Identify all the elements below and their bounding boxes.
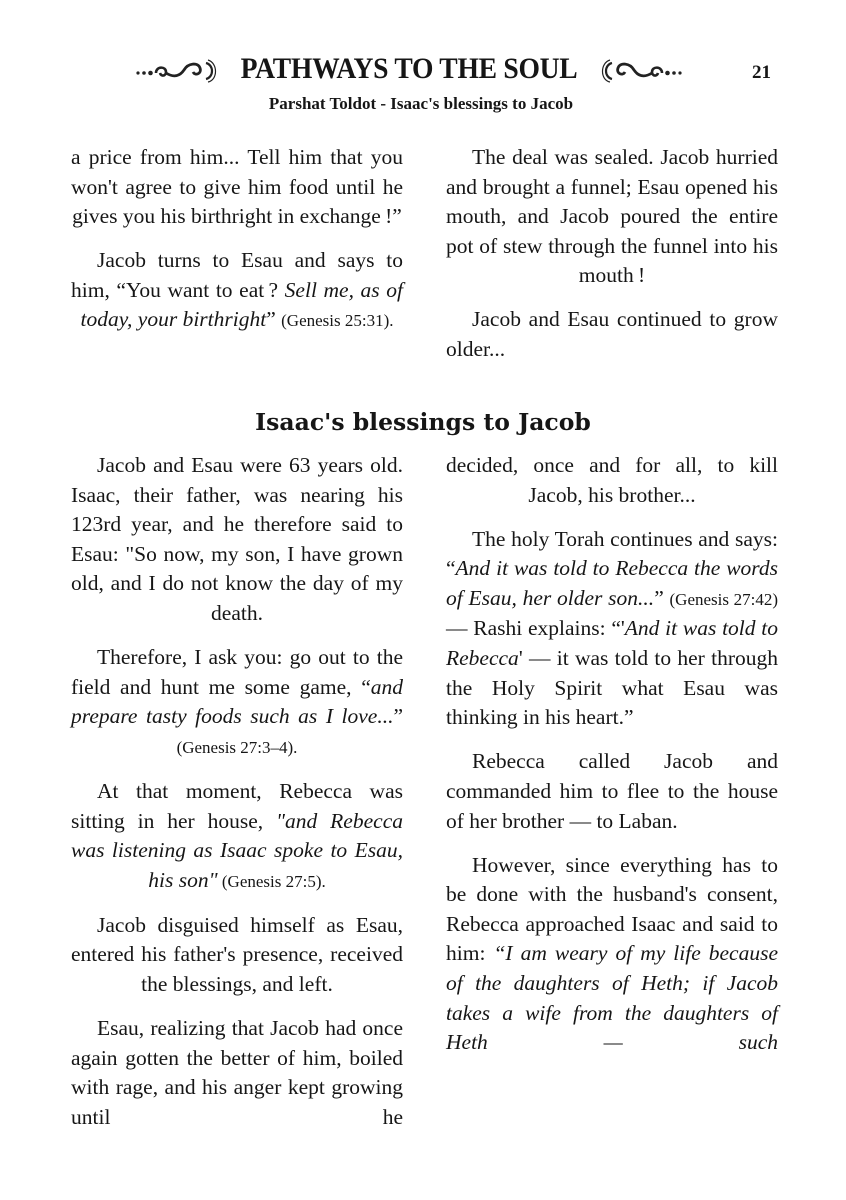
paragraph: Rebecca called Jacob and commanded him to flee to the house of her brother — to Laban. [446,749,778,833]
scroll-ornament-right-icon [596,54,684,84]
text-span: ” [654,585,670,610]
bottom-right-column [446,451,778,1072]
running-header [0,50,846,90]
top-right-column [446,143,778,379]
text-span: — Rashi explains: “' [446,616,625,641]
paragraph: Jacob disguised himself as Esau, entered his father's presence, received the blessings, and left. [71,912,403,996]
quote-italic: “I am weary of my life because of the daughters of Heth; if Jacob takes a wife from the daughters of Heth — such [446,941,779,1055]
text-span: However, since everything has to be done with the husband's consent, Rebecca approached Isaac and said to him: [446,852,778,966]
page-number: 21 [752,62,771,83]
book-title: PATHWAYS TO THE SOUL [240,52,578,85]
title-row [134,52,684,86]
citation: (Genesis 27:42) [669,589,779,609]
paragraph: a price from him... Tell him that you won't agree to give him food until he gives you his birthright in exchange !” [71,145,403,229]
citation: (Genesis 25:31). [281,311,394,331]
text-span: Therefore, I ask you: go out to the field and hunt me some game, “ [71,645,403,699]
chapter-subtitle [0,94,846,114]
quote-italic: Sell me, as of today, your birthright [80,277,403,332]
text-span: The holy Torah continues and says: “ [446,526,778,581]
text-span: ” [393,704,403,729]
text-span: ” [266,307,282,332]
quote-italic: and prepare tasty foods such as I love... [71,674,403,729]
bottom-left-column [71,451,403,1147]
paragraph [71,643,403,762]
scroll-ornament-left-icon [134,54,222,84]
paragraph: Esau, realizing that Jacob had once again gotten the better of him, boiled with rage, and his anger kept growing until he [71,1016,403,1129]
paragraph [71,777,403,896]
paragraph [446,525,778,733]
paragraph [71,246,403,336]
quote-italic: And it was told to Rebecca [446,616,778,671]
text-span: ' — it was told to her through the Holy Spirit what Esau was thinking in his heart.” [446,646,778,730]
citation: (Genesis 27:3–4). [176,737,298,757]
text-span: At that moment, Rebecca was sitting in her house, [71,778,403,833]
top-left-column [71,143,403,351]
paragraph: The deal was sealed. Jacob hurried and brought a funnel; Esau opened his mouth, and Jacob poured the entire pot of stew through the funnel into his mouth ! [446,145,778,288]
quote-italic: "and Rebecca was listening as Isaac spoke to Esau, his son" [71,808,403,892]
section-heading: Isaac's blessings to Jacob [255,408,591,436]
paragraph: decided, once and for all, to kill Jacob, his brother... [446,453,778,507]
text-span: Jacob turns to Esau and says to him, “You want to eat ? [71,248,403,302]
citation: (Genesis 27:5). [217,871,326,891]
paragraph: Jacob and Esau were 63 years old. Isaac, their father, was nearing his 123rd year, and he therefore said to Esau: "So now, my son, I have grown old, and I do not know the day of my death. [71,453,403,625]
quote-italic: And it was told to Rebecca the words of Esau, her older son... [446,556,778,610]
paragraph: Jacob and Esau continued to grow older... [446,307,778,362]
subtitle-text: Parshat Toldot - Isaac's blessings to Jacob [268,94,574,113]
paragraph [446,851,778,1058]
